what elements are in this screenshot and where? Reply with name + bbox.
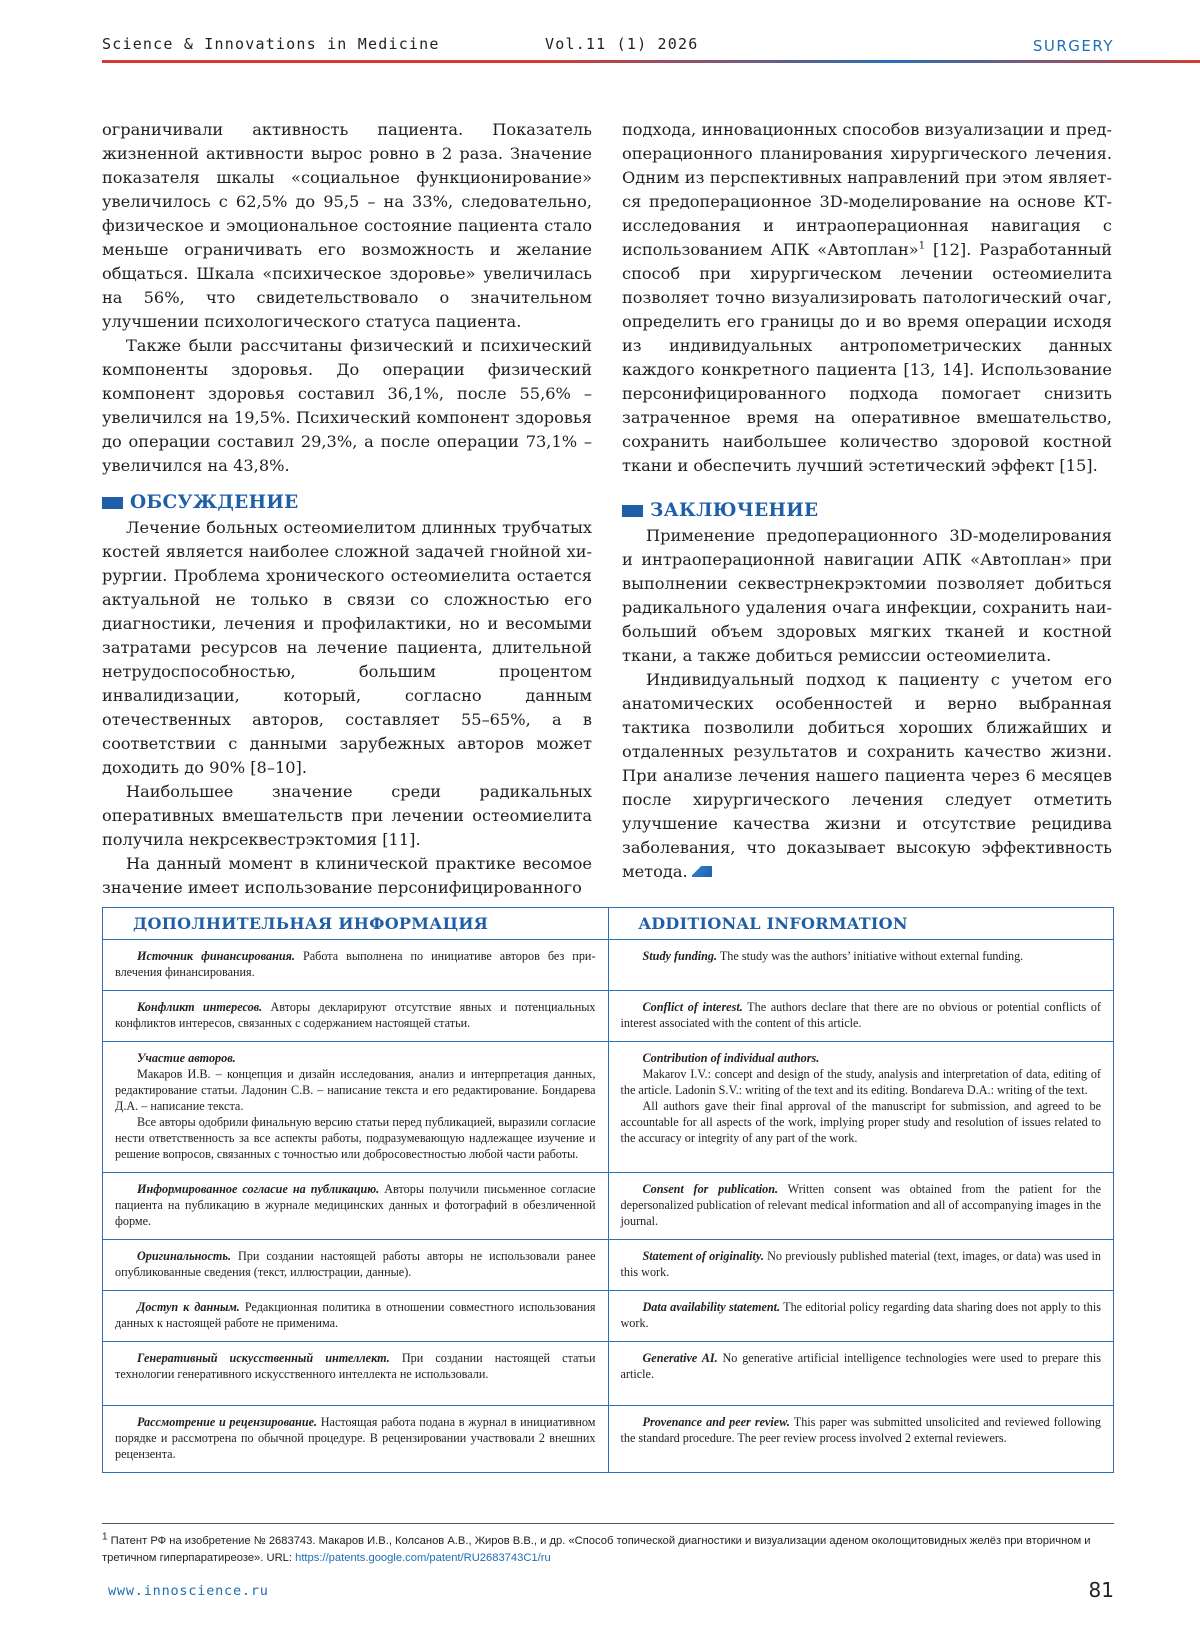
conclusion-heading [622, 498, 1112, 524]
info-text: Все авторы одобрили финальную версию статьи перед публикацией, выразили согласие нести ответственность за все аспекты работы, подразумевающую надлежащее изучение и решение вопросов, связанных с точностью или добросовестностью любой части работы. [115, 1115, 596, 1161]
info-text: Макаров И.В. – концепция и дизайн исследования, анализ и интерпретация данных, редактирование статьи. Ладонин С.В. – написание текста и его редактирование. Бондарева Д.А. – написание текста. [115, 1067, 596, 1113]
info-cell-en [608, 1291, 1114, 1342]
info-cell-en [608, 1173, 1114, 1240]
info-cell-ru [103, 1240, 609, 1291]
page-number: 81 [1088, 1578, 1114, 1602]
table-header-ru: ДОПОЛНИТЕЛЬНАЯ ИНФОРМАЦИЯ [103, 908, 609, 940]
volume-info: Vol.11 (1) 2026 [545, 35, 699, 53]
info-text: Авторы декларируют отсутствие явных и потенциальных конфликтов интересов, связанных с содержанием настоящей статьи. [115, 1000, 596, 1030]
paragraph: ограничивали активность пациента. Показатель жизненной активности вырос ровно в 2 раза. Значение показателя шкалы «социальное функционирование» увеличилось с 62,5% до 95,5 – на 33%, следовательно, физическое и эмоциональное состояние пациента стало меньше ограничивать его возможность и желание общаться. Шкала «психическое здоровье» увеличилась на 56%, что свидетельствовало о значительном улучшении психологического статуса пациента. [102, 120, 592, 331]
info-cell-ru [103, 1406, 609, 1473]
footnote-reference[interactable]: 1 [918, 240, 926, 252]
info-label: Доступ к данным. [137, 1300, 240, 1314]
heading-text: ОБСУЖДЕНИЕ [130, 492, 299, 513]
info-text: All authors gave their final approval of the manuscript for submission, and agreed to be accountable for all aspects of the work, implying proper study and resolution of issues related to the accuracy or integrity of any part of the work. [620, 1099, 1101, 1145]
paragraph [622, 668, 1112, 884]
info-text: При создании настоящей статьи технологии генеративного искусственного интеллекта не использовали. [115, 1351, 596, 1381]
table-row [103, 1342, 1114, 1406]
paragraph: На данный момент в клинической практике весомое значение имеет использование персонифицированного [102, 854, 592, 897]
info-text: При создании настоящей работы авторы не использовали ранее опубликованные сведения (текст, иллюстрации, данные). [115, 1249, 596, 1279]
info-label: Study funding. [642, 949, 718, 963]
info-label: Оригинальность. [137, 1249, 232, 1263]
table-row [103, 1173, 1114, 1240]
info-cell-en [608, 1406, 1114, 1473]
info-cell-ru [103, 1342, 609, 1406]
info-label: Генеративный искусственный интеллект. [137, 1351, 390, 1365]
text-span: подхода, инновационных способов визуализации и предоперационного планирования хирургического лечения. Одним из перспективных направлений при этом является предоперационное 3D-моделирование на основе КТ-исследования и интраоперационная навигация с использованием АПК «Автоплан» [622, 120, 1112, 259]
paragraph: Применение предоперационного 3D-моделирования и интраоперационной навигации АПК «Автоплан» при выполнении секвестрнекрэктомии позволяет добиться радикального удаления очага инфекции, сохранить наибольший объем здоровых мягких тканей и костной ткани, а также добиться ремиссии остеомиелита. [622, 526, 1112, 665]
right-column [622, 118, 1112, 884]
info-text: No previously published material (text, images, or data) was used in this work. [620, 1249, 1101, 1279]
info-label: Contribution of individual authors. [642, 1051, 820, 1065]
info-text: This paper was submitted unsolicited and reviewed following the standard procedure. The peer review process involved 2 external reviewers. [620, 1415, 1101, 1445]
heading-text: ЗАКЛЮЧЕНИЕ [650, 500, 819, 521]
info-label: Информированное согласие на публикацию. [137, 1182, 380, 1196]
end-of-article-icon [692, 866, 712, 877]
info-cell-en [608, 1342, 1114, 1406]
info-cell-ru [103, 1291, 609, 1342]
info-cell-en [608, 1240, 1114, 1291]
info-text: The study was the authors’ initiative without external funding. [717, 949, 1024, 963]
table-row [103, 940, 1114, 991]
info-text: Makarov I.V.: concept and design of the study, analysis and interpretation of data, editing of the article. Ladonin S.V.: writing of the text and its editing. Bondareva D.A.: writing of the text. [620, 1067, 1101, 1097]
info-label: Конфликт интересов. [137, 1000, 263, 1014]
info-label: Provenance and peer review. [642, 1415, 790, 1429]
table-row [103, 1291, 1114, 1342]
info-cell-en [608, 1042, 1114, 1173]
footnote-marker: 1 [102, 1531, 108, 1543]
info-text: Редакционная политика в отношении совместного использования данных к настоящей работе не применима. [115, 1300, 596, 1330]
info-text: Работа выполнена по инициативе авторов без привлечения финансирования. [115, 949, 596, 979]
info-cell-ru [103, 991, 609, 1042]
info-label: Consent for publication. [642, 1182, 779, 1196]
section-name: SURGERY [1032, 37, 1114, 55]
discussion-heading [102, 490, 592, 516]
table-row [103, 1240, 1114, 1291]
section-marker-icon [622, 505, 643, 517]
info-label: Statement of originality. [642, 1249, 764, 1263]
info-cell-ru [103, 1173, 609, 1240]
info-cell-en [608, 991, 1114, 1042]
info-text: Written consent was obtained from the patient for the depersonalized publication of relevant medical information and all of accompanying images in the journal. [620, 1182, 1101, 1228]
info-text: Авторы получили письменное согласие пациента на публикацию в журнале медицинских данных и фотографий в обезличенной форме. [115, 1182, 596, 1228]
paragraph: Лечение больных остеомиелитом длинных трубчатых костей является наиболее сложной задачей гнойной хирургии. Проблема хронического остеомиелита остается актуальной не только в связи со сложностью его диагностики, лечения и профилактики, но и весомыми затратами ресурсов на лечение пациента, длительной нетрудоспособностью, большим процентом инвалидизации, который, согласно данным отечественных авторов, составляет 55–65%, а в соответствии с данными зарубежных авторов может доходить до 90% [8–10]. [102, 518, 592, 777]
footnote [102, 1533, 1114, 1567]
journal-website-link[interactable]: www.innoscience.ru [108, 1583, 269, 1599]
additional-info-table [102, 907, 1114, 1473]
paragraph: Также были рассчитаны физический и психический компоненты здоровья. До операции физический компонент здоровья составил 36,1%, после 55,6% – увеличился на 19,5%. Психический компонент здоровья до операции составил 29,3%, а после операции 73,1% – увеличился на 43,8%. [102, 336, 592, 475]
info-label: Источник финансирования. [137, 949, 295, 963]
footnote-text: Патент РФ на изобретение № 2683743. Макаров И.В., Колсанов А.В., Жиров В.В., и др. «Способ топической диагностики и визуализации аденом околощитовидных желёз при вторичном и третичном гиперпаратиреозе». URL: [102, 1535, 1091, 1564]
text-span: [12]. Разработанный способ при хирургическом лечении остеомиелита позволяет точно визуализировать патологический очаг, определить его границы до и во время операции исходя из индивидуальных антропометрических данных каждого конкретного пациента [13, 14]. Использование персонифицированного подхода помогает снизить затраченное время на оперативное вмешательство, сохранить наибольшее количество здоровой костной ткани и обеспечить лучший эстетический эффект [15]. [622, 240, 1112, 475]
table-row [103, 991, 1114, 1042]
table-row [103, 1042, 1114, 1173]
info-label: Data availability statement. [642, 1300, 781, 1314]
table-row [103, 1406, 1114, 1473]
info-cell-ru [103, 1042, 609, 1173]
paragraph [622, 118, 1112, 478]
info-text: Настоящая работа подана в журнал в инициативном порядке и рассмотрена по обычной процедуре. В рецензировании участвовали 2 внешних рецензента. [115, 1415, 596, 1461]
patent-link[interactable]: https://patents.google.com/patent/RU2683743C1/ru [295, 1552, 551, 1564]
info-label: Участие авторов. [137, 1051, 236, 1065]
info-label: Generative AI. [642, 1351, 718, 1365]
info-label: Conflict of interest. [642, 1000, 743, 1014]
info-text: No generative artificial intelligence technologies were used to prepare this article. [620, 1351, 1102, 1381]
info-text: The authors declare that there are no obvious or potential conflicts of interest associated with the content of this article. [620, 1000, 1101, 1030]
journal-title: Science & Innovations in Medicine [102, 35, 440, 53]
left-column [102, 118, 592, 900]
table-header-en: ADDITIONAL INFORMATION [608, 908, 1114, 940]
footnote-rule [102, 1523, 1114, 1524]
paragraph: Наибольшее значение среди радикальных оперативных вмешательств при лечении остеомиелита получила некрсеквестрэктомия [11]. [102, 782, 592, 849]
section-marker-icon [102, 497, 123, 509]
table-header-row [103, 908, 1114, 940]
info-cell-ru [103, 940, 609, 991]
info-text: The editorial policy regarding data sharing does not apply to this work. [620, 1300, 1101, 1330]
header-rule [102, 60, 1200, 63]
info-label: Рассмотрение и рецензирование. [137, 1415, 318, 1429]
info-cell-en [608, 940, 1114, 991]
text-span: Индивидуальный подход к пациенту с учетом его анатомических особенностей и верно выбранная тактика позволили добиться хороших ближайших и отдаленных результатов и сохранить качество жизни. При анализе лечения нашего пациента через 6 месяцев после хирургического лечения следует отметить улучшение качества жизни и отсутствие рецидива заболевания, что доказывает высокую эффективность метода. [622, 670, 1112, 881]
